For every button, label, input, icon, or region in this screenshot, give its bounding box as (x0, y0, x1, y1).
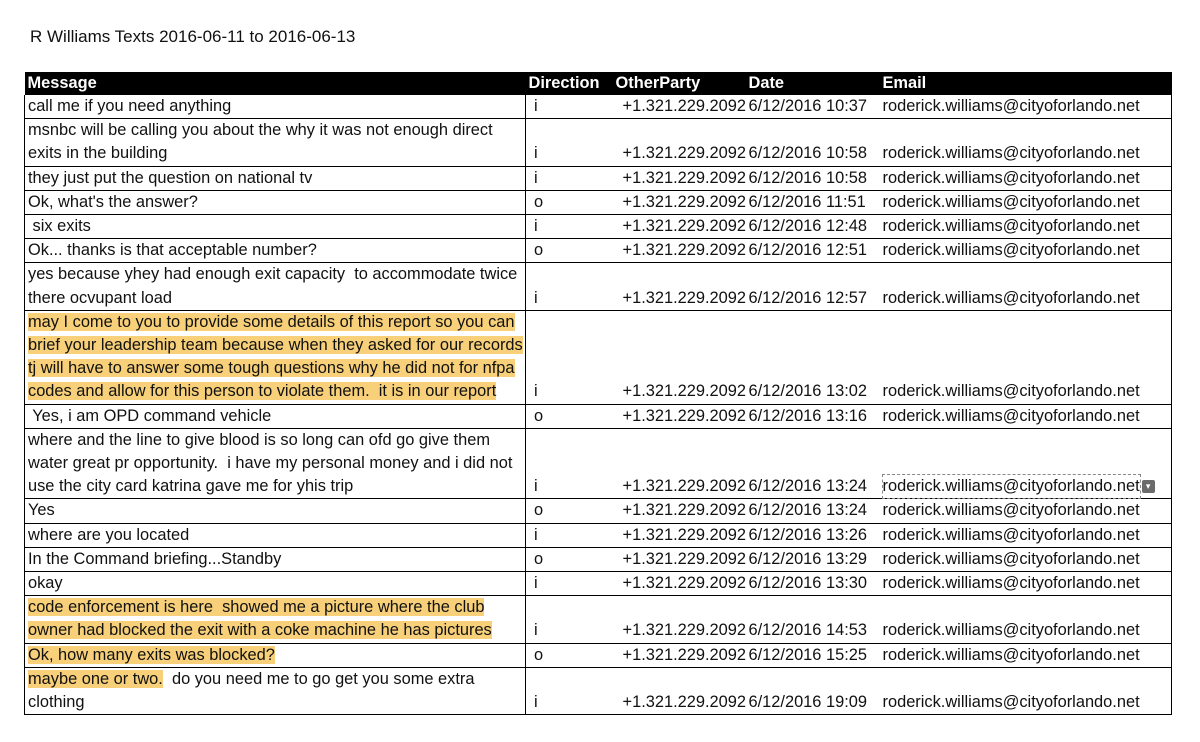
direction-cell-text: o (534, 501, 544, 520)
message-text: Ok... thanks is that acceptable number? (28, 241, 317, 260)
direction-cell-text: i (534, 288, 538, 307)
date-cell-text: 6/12/2016 12:51 (748, 241, 867, 260)
date-cell-text: 6/12/2016 13:02 (748, 382, 867, 401)
date-cell[interactable] (746, 215, 880, 239)
other-party-cell-text: +1.321.229.2092 (622, 621, 747, 640)
direction-cell[interactable] (526, 119, 613, 166)
message-text: msnbc will be calling you about the why it was not enough direct (28, 121, 493, 140)
date-cell-text: 6/12/2016 13:24 (748, 477, 867, 496)
date-cell-text: 6/12/2016 13:16 (748, 406, 867, 425)
message-cell[interactable] (25, 428, 526, 499)
date-cell-text: 6/12/2016 14:53 (748, 621, 867, 640)
email-text: roderick.williams@cityoforlando.net (882, 192, 1140, 211)
other-party-cell[interactable] (613, 119, 746, 166)
direction-cell[interactable] (526, 547, 613, 571)
message-text: Yes, i am OPD command vehicle (28, 406, 272, 425)
direction-cell[interactable] (526, 95, 613, 119)
email-text: roderick.williams@cityoforlando.net (882, 525, 1140, 544)
table-row (25, 643, 1172, 667)
email-cell[interactable] (880, 643, 1172, 667)
email-cell[interactable] (880, 166, 1172, 190)
date-cell[interactable] (746, 499, 880, 523)
date-cell[interactable] (746, 190, 880, 214)
direction-cell-text: i (534, 217, 538, 236)
table-row (25, 310, 1172, 404)
message-line (28, 691, 522, 714)
message-text: Yes (28, 501, 55, 520)
message-line (28, 405, 522, 428)
email-cell[interactable] (880, 499, 1172, 523)
message-text: water great pr opportunity. i have my personal money and i did not (28, 454, 513, 473)
direction-cell-text: i (534, 168, 538, 187)
other-party-cell[interactable] (613, 404, 746, 428)
date-cell-text: 6/12/2016 12:48 (748, 217, 867, 236)
header-other-party[interactable]: OtherParty (613, 72, 746, 95)
email-cell[interactable] (880, 310, 1172, 404)
table-row (25, 404, 1172, 428)
date-cell-text: 6/12/2016 15:25 (748, 645, 867, 664)
other-party-cell-text: +1.321.229.2092 (622, 501, 747, 520)
other-party-cell-text: +1.321.229.2092 (622, 217, 747, 236)
email-cell[interactable] (880, 263, 1172, 310)
message-cell[interactable] (25, 310, 526, 404)
other-party-cell[interactable] (613, 499, 746, 523)
other-party-cell-text: +1.321.229.2092 (622, 525, 747, 544)
table-row (25, 215, 1172, 239)
email-cell[interactable] (880, 119, 1172, 166)
date-cell[interactable] (746, 572, 880, 596)
direction-cell[interactable] (526, 667, 613, 714)
email-text: roderick.williams@cityoforlando.net (882, 97, 1140, 115)
date-cell-text: 6/12/2016 13:29 (748, 549, 867, 568)
direction-cell-text: i (534, 97, 538, 115)
message-cell[interactable] (25, 215, 526, 239)
email-cell[interactable] (880, 596, 1172, 643)
other-party-cell-text: +1.321.229.2092 (622, 382, 747, 401)
message-text: six exits (28, 217, 91, 236)
highlighted-text: may I come to you to provide some details of this report so you can (28, 312, 515, 331)
text-messages-table (24, 72, 1172, 715)
message-cell[interactable] (25, 119, 526, 166)
email-text: roderick.williams@cityoforlando.net (882, 288, 1140, 307)
message-text: do you need me to go get you some extra (162, 669, 475, 688)
other-party-cell[interactable] (613, 263, 746, 310)
email-cell[interactable] (880, 572, 1172, 596)
table-row (25, 572, 1172, 596)
other-party-cell-text: +1.321.229.2092 (622, 574, 747, 593)
direction-cell[interactable] (526, 596, 613, 643)
other-party-cell[interactable] (613, 428, 746, 499)
message-line (28, 644, 522, 667)
date-cell-text: 6/12/2016 12:57 (748, 288, 867, 307)
message-line (28, 499, 522, 522)
date-cell-text: 6/12/2016 10:37 (748, 97, 867, 115)
message-cell[interactable] (25, 596, 526, 643)
email-text: roderick.williams@cityoforlando.net (882, 501, 1140, 520)
message-line (28, 619, 522, 642)
date-cell[interactable] (746, 263, 880, 310)
other-party-cell-text: +1.321.229.2092 (622, 97, 747, 115)
header-date[interactable]: Date (746, 72, 880, 95)
message-text: they just put the question on national tv (28, 168, 313, 187)
direction-cell[interactable] (526, 310, 613, 404)
message-line (28, 668, 522, 691)
message-line (28, 524, 522, 547)
header-message[interactable]: Message (25, 72, 526, 95)
date-cell-text: 6/12/2016 13:26 (748, 525, 867, 544)
other-party-cell-text: +1.321.229.2092 (622, 288, 747, 307)
message-line (28, 380, 522, 403)
other-party-cell[interactable] (613, 215, 746, 239)
table-row (25, 667, 1172, 714)
message-cell[interactable] (25, 239, 526, 263)
direction-cell[interactable] (526, 215, 613, 239)
email-text: roderick.williams@cityoforlando.net (882, 645, 1140, 664)
direction-cell[interactable] (526, 499, 613, 523)
date-cell-text: 6/12/2016 13:24 (748, 501, 867, 520)
message-line (28, 429, 522, 452)
highlighted-text: codes and allow for this person to violate them. it is in our report (28, 382, 497, 401)
other-party-cell[interactable] (613, 166, 746, 190)
message-line (28, 287, 522, 310)
message-line (28, 142, 522, 165)
header-direction[interactable]: Direction (526, 72, 613, 95)
message-line (28, 548, 522, 571)
date-cell[interactable] (746, 523, 880, 547)
date-cell[interactable] (746, 404, 880, 428)
direction-cell-text: i (534, 693, 538, 712)
email-cell[interactable] (880, 190, 1172, 214)
table-row (25, 428, 1172, 499)
date-cell[interactable] (746, 667, 880, 714)
direction-cell-text: i (534, 621, 538, 640)
table-row (25, 547, 1172, 571)
message-text: where and the line to give blood is so long can ofd go give them (28, 430, 490, 449)
email-cell[interactable] (880, 523, 1172, 547)
header-email[interactable]: Email (880, 72, 1172, 95)
table-row (25, 166, 1172, 190)
message-text: yes because yhey had enough exit capacity to accommodate twice (28, 265, 518, 284)
direction-cell[interactable] (526, 404, 613, 428)
date-cell-text: 6/12/2016 10:58 (748, 144, 867, 163)
highlighted-text: Ok, how many exits was blocked? (28, 645, 275, 664)
email-text: roderick.williams@cityoforlando.net (882, 406, 1140, 425)
direction-cell[interactable] (526, 263, 613, 310)
direction-cell-text: o (534, 406, 544, 425)
direction-cell-text: i (534, 574, 538, 593)
date-cell[interactable] (746, 239, 880, 263)
message-cell[interactable] (25, 667, 526, 714)
table-row (25, 95, 1172, 119)
email-cell-selected[interactable] (880, 428, 1172, 499)
message-text: In the Command briefing...Standby (28, 549, 282, 568)
message-text: call me if you need anything (28, 97, 232, 115)
direction-cell-text: i (534, 525, 538, 544)
other-party-cell[interactable] (613, 310, 746, 404)
other-party-cell-text: +1.321.229.2092 (622, 549, 747, 568)
direction-cell-text: i (534, 144, 538, 163)
other-party-cell-text: +1.321.229.2092 (622, 645, 747, 664)
table-row (25, 499, 1172, 523)
message-line (28, 596, 522, 619)
highlighted-text: code enforcement is here showed me a picture where the club (28, 598, 485, 617)
message-line (28, 452, 522, 475)
email-cell[interactable] (880, 239, 1172, 263)
direction-cell[interactable] (526, 190, 613, 214)
message-text: there ocvupant load (28, 288, 172, 307)
direction-cell[interactable] (526, 239, 613, 263)
direction-cell[interactable] (526, 166, 613, 190)
table-header-row (25, 72, 1172, 95)
direction-cell-text: o (534, 549, 544, 568)
email-cell[interactable] (880, 547, 1172, 571)
date-cell[interactable] (746, 596, 880, 643)
email-text: roderick.williams@cityoforlando.net (882, 693, 1140, 712)
direction-cell[interactable] (526, 572, 613, 596)
message-text: use the city card katrina gave me for yhis trip (28, 477, 354, 496)
direction-cell-text: o (534, 645, 544, 664)
message-cell[interactable] (25, 643, 526, 667)
direction-cell[interactable] (526, 428, 613, 499)
other-party-cell-text: +1.321.229.2092 (622, 168, 747, 187)
message-text: where are you located (28, 525, 190, 544)
message-cell[interactable] (25, 572, 526, 596)
highlighted-text: tj will have to answer some tough questions why he did not for nfpa (28, 359, 515, 378)
other-party-cell-text: +1.321.229.2092 (622, 406, 747, 425)
chevron-down-icon[interactable]: ▾ (1142, 480, 1155, 493)
date-cell-text: 6/12/2016 13:30 (748, 574, 867, 593)
direction-cell-text: o (534, 192, 544, 211)
message-cell[interactable] (25, 523, 526, 547)
email-cell[interactable] (880, 667, 1172, 714)
table-row (25, 596, 1172, 643)
message-cell[interactable] (25, 263, 526, 310)
message-text: Ok, what's the answer? (28, 192, 198, 211)
message-cell[interactable] (25, 404, 526, 428)
other-party-cell[interactable] (613, 95, 746, 119)
message-line (28, 119, 522, 142)
other-party-cell-text: +1.321.229.2092 (622, 693, 747, 712)
message-line (28, 239, 522, 262)
date-cell[interactable] (746, 310, 880, 404)
message-cell[interactable] (25, 190, 526, 214)
other-party-cell[interactable] (613, 596, 746, 643)
other-party-cell-text: +1.321.229.2092 (622, 144, 747, 163)
message-line (28, 167, 522, 190)
message-cell[interactable] (25, 547, 526, 571)
direction-cell-text: o (534, 241, 544, 260)
highlighted-text: maybe one or two. (28, 669, 163, 688)
message-line (28, 334, 522, 357)
date-cell-text: 6/12/2016 11:51 (748, 192, 866, 211)
other-party-cell-text: +1.321.229.2092 (622, 477, 747, 496)
date-cell[interactable] (746, 547, 880, 571)
direction-cell[interactable] (526, 523, 613, 547)
date-cell[interactable] (746, 643, 880, 667)
email-text: roderick.williams@cityoforlando.net (882, 217, 1140, 236)
table-row (25, 190, 1172, 214)
message-cell[interactable] (25, 95, 526, 119)
email-cell[interactable] (880, 215, 1172, 239)
message-line (28, 191, 522, 214)
message-text: exits in the building (28, 144, 168, 163)
date-cell[interactable] (746, 166, 880, 190)
table-body (25, 95, 1172, 715)
message-line (28, 475, 522, 498)
highlighted-text: owner had blocked the exit with a coke machine he has pictures (28, 621, 492, 640)
message-line (28, 357, 522, 380)
other-party-cell[interactable] (613, 239, 746, 263)
date-cell-text: 6/12/2016 19:09 (748, 693, 867, 712)
highlighted-text: brief your leadership team because when they asked for our records (28, 336, 523, 355)
date-cell[interactable] (746, 428, 880, 499)
other-party-cell-text: +1.321.229.2092 (622, 192, 747, 211)
direction-cell-text: i (534, 477, 538, 496)
date-cell[interactable] (746, 95, 880, 119)
table-row (25, 523, 1172, 547)
email-text: roderick.williams@cityoforlando.net (882, 241, 1140, 260)
selected-cell-outline (883, 475, 1140, 498)
email-cell[interactable] (880, 404, 1172, 428)
message-cell[interactable] (25, 166, 526, 190)
other-party-cell[interactable] (613, 572, 746, 596)
email-text: roderick.williams@cityoforlando.net (882, 144, 1140, 163)
table-row (25, 239, 1172, 263)
message-line (28, 95, 522, 118)
email-text: roderick.williams@cityoforlando.net (882, 621, 1140, 640)
other-party-cell[interactable] (613, 190, 746, 214)
email-text: roderick.williams@cityoforlando.net (882, 574, 1140, 593)
message-cell[interactable] (25, 499, 526, 523)
email-text: roderick.williams@cityoforlando.net (882, 477, 1140, 496)
email-text: roderick.williams@cityoforlando.net (882, 382, 1140, 401)
message-line (28, 263, 522, 286)
message-line (28, 215, 522, 238)
date-cell-text: 6/12/2016 10:58 (748, 168, 867, 187)
message-line (28, 572, 522, 595)
message-line (28, 311, 522, 334)
other-party-cell[interactable] (613, 523, 746, 547)
direction-cell[interactable] (526, 643, 613, 667)
date-cell[interactable] (746, 119, 880, 166)
other-party-cell[interactable] (613, 547, 746, 571)
message-text: okay (28, 574, 63, 593)
table-row (25, 263, 1172, 310)
table-row (25, 119, 1172, 166)
email-cell[interactable] (880, 95, 1172, 119)
email-text: roderick.williams@cityoforlando.net (882, 168, 1140, 187)
other-party-cell[interactable] (613, 643, 746, 667)
other-party-cell-text: +1.321.229.2092 (622, 241, 747, 260)
other-party-cell[interactable] (613, 667, 746, 714)
direction-cell-text: i (534, 382, 538, 401)
email-text: roderick.williams@cityoforlando.net (882, 549, 1140, 568)
message-text: clothing (28, 693, 85, 712)
document-title: R Williams Texts 2016-06-11 to 2016-06-13 (30, 27, 356, 46)
